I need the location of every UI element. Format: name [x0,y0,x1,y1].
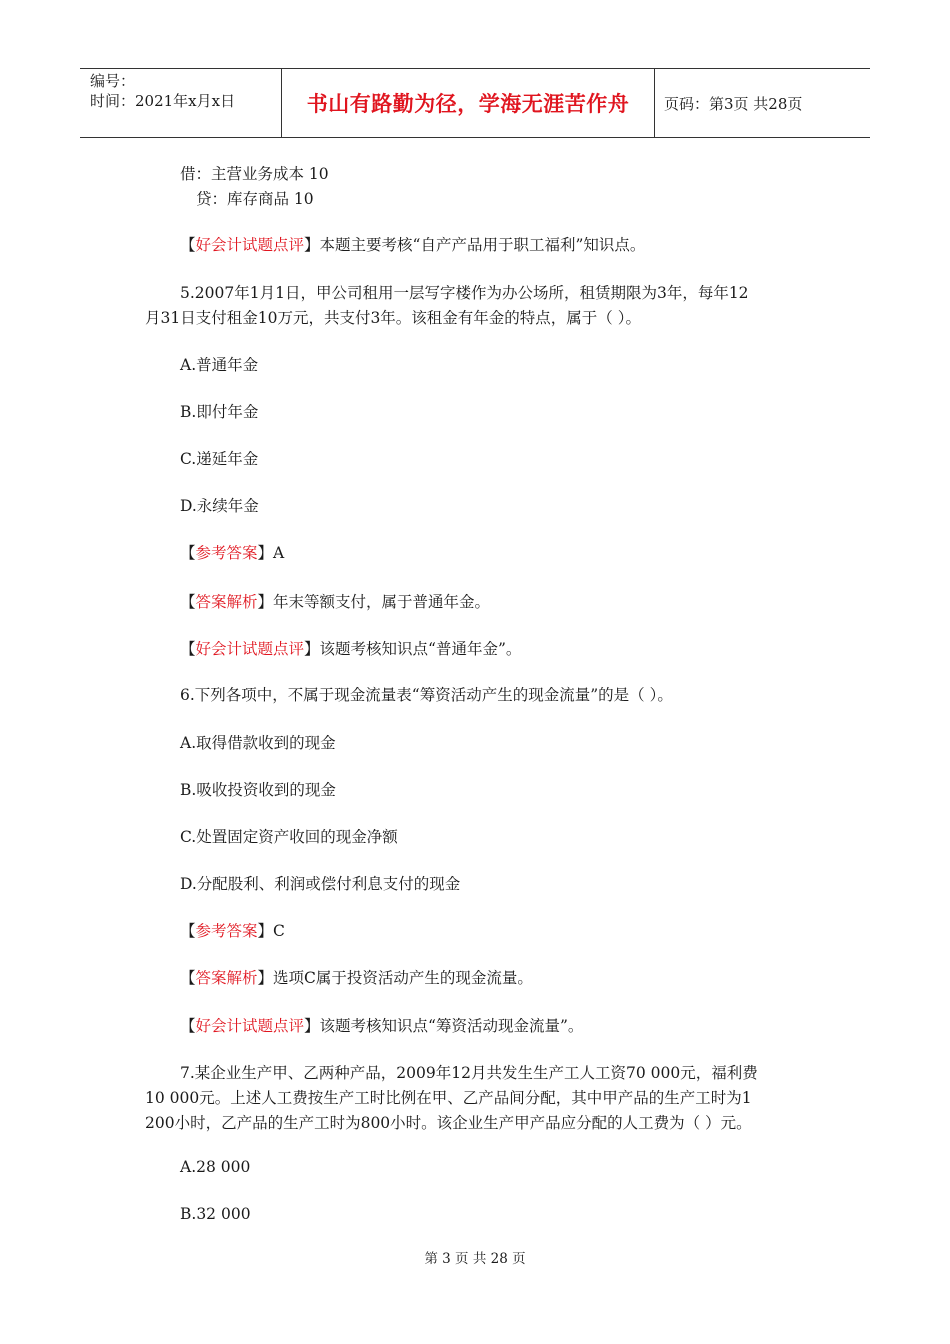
q5-option-d: D.永续年金 [180,497,259,515]
q6-option-b: B.吸收投资收到的现金 [180,781,336,799]
q7-stem-line2: 10 000元。上述人工费按生产工时比例在甲、乙产品间分配，其中甲产品的生产工时为1 [145,1089,752,1107]
page-footer: 第 3 页 共 28 页 [424,1251,526,1267]
q5-answer: 【参考答案】A [180,544,285,562]
analysis-tag: 答案解析 [195,593,258,611]
comment-tag: 好会计试题点评 [195,236,305,254]
journal-credit: 贷：库存商品 10 [196,190,314,208]
q7-stem-line1: 7.某企业生产甲、乙两种产品，2009年12月共发生生产工人工资70 000元，福利费 [180,1064,758,1082]
q7-option-a: A.28 000 [180,1158,251,1176]
q4-comment: 【好会计试题点评】本题主要考核“自产产品用于职工福利”知识点。 [180,236,646,254]
comment-tag: 好会计试题点评 [195,1017,305,1035]
q5-comment: 【好会计试题点评】该题考核知识点“普通年金”。 [180,640,522,658]
q5-analysis: 【答案解析】年末等额支付，属于普通年金。 [180,593,491,611]
answer-tag: 参考答案 [195,544,258,562]
q6-analysis: 【答案解析】选项C属于投资活动产生的现金流量。 [180,969,533,987]
q6-stem: 6.下列各项中，不属于现金流量表“筹资活动产生的现金流量”的是（ ）。 [180,686,673,704]
header-motto: 书山有路勤为径，学海无涯苦作舟 [282,69,655,137]
page-header [80,68,870,138]
answer-tag: 参考答案 [195,922,258,940]
q6-option-c: C.处置固定资产收回的现金净额 [180,828,398,846]
header-page-code: 页码：第3页 共28页 [664,94,803,113]
q6-comment: 【好会计试题点评】该题考核知识点“筹资活动现金流量”。 [180,1017,584,1035]
time-label: 时间：2021年x月x日 [90,92,236,110]
q5-stem-line2: 月31日支付租金10万元，共支付3年。该租金有年金的特点，属于（ ）。 [145,309,641,327]
comment-tag: 好会计试题点评 [195,640,305,658]
journal-debit: 借：主营业务成本 10 [180,165,329,183]
q5-option-b: B.即付年金 [180,403,259,421]
q5-option-c: C.递延年金 [180,450,259,468]
q6-answer: 【参考答案】C [180,922,285,940]
q7-option-b: B.32 000 [180,1205,251,1223]
analysis-tag: 答案解析 [195,969,258,987]
q7-stem-line3: 200小时，乙产品的生产工时为800小时。该企业生产甲产品应分配的人工费为（ ）元。 [145,1114,752,1132]
number-label: 编号： [90,72,136,90]
q6-option-d: D.分配股利、利润或偿付利息支付的现金 [180,875,461,893]
header-meta-cell [80,69,282,137]
q6-option-a: A.取得借款收到的现金 [180,734,336,752]
q5-stem-line1: 5.2007年1月1日，甲公司租用一层写字楼作为办公场所，租赁期限为3年，每年12 [180,284,749,302]
q5-option-a: A.普通年金 [180,356,259,374]
